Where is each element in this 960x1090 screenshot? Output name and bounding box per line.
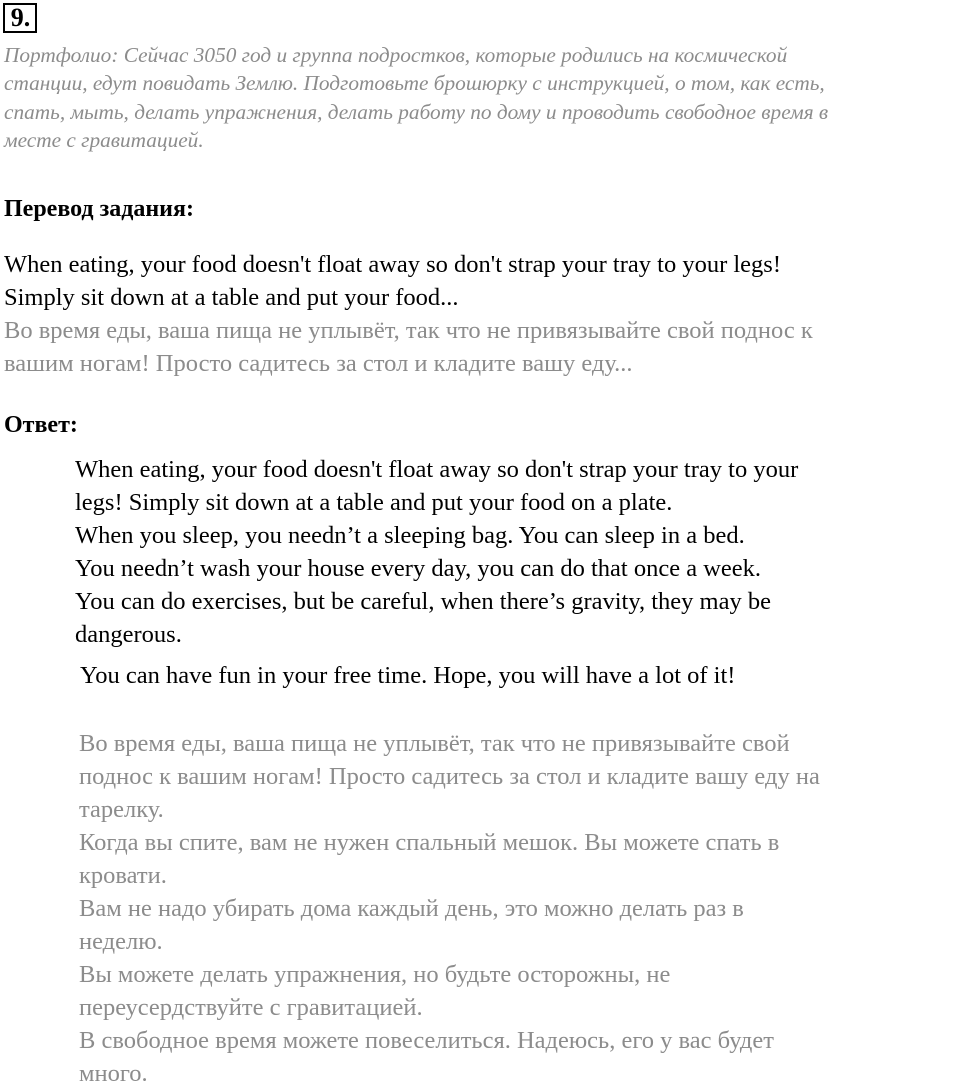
answer-english-line: When you sleep, you needn’t a sleeping bag. You can sleep in a bed. bbox=[75, 522, 745, 549]
translation-english-line: Simply sit down at a table and put your food... bbox=[4, 284, 459, 311]
answer-russian-line: Вы можете делать упражнения, но будьте осторожны, не bbox=[79, 961, 671, 988]
answer-russian-line: В свободное время можете повеселиться. Надеюсь, его у вас будет bbox=[79, 1027, 774, 1054]
answer-english-line: dangerous. bbox=[75, 621, 182, 648]
translation-english-line: When eating, your food doesn't float away so don't strap your tray to your legs! bbox=[4, 251, 781, 278]
answer-russian bbox=[79, 727, 820, 1090]
answer-english-line: When eating, your food doesn't float away so don't strap your tray to your bbox=[75, 456, 799, 483]
answer-russian-line: поднос к вашим ногам! Просто садитесь за стол и кладите вашу еду на bbox=[79, 763, 820, 790]
answer-russian-line: Вам не надо убирать дома каждый день, это можно делать раз в bbox=[79, 895, 744, 922]
answer-english-closing-line: You can have fun in your free time. Hope, you will have a lot of it! bbox=[80, 662, 736, 689]
task-statement-line: станции, едут повидать Землю. Подготовьте брошюрку с инструкцией, о том, как есть, bbox=[4, 71, 825, 96]
answer-russian-line: кровати. bbox=[79, 862, 167, 889]
answer-english-line: legs! Simply sit down at a table and put your food on a plate. bbox=[75, 489, 673, 516]
translation-russian-line: вашим ногам! Просто садитесь за стол и кладите вашу еду... bbox=[4, 350, 633, 377]
translation-russian bbox=[4, 314, 813, 380]
answer-russian-line: много. bbox=[79, 1060, 148, 1087]
task-statement-line: Портфолио: Сейчас 3050 год и группа подростков, которые родились на космической bbox=[4, 43, 788, 67]
translation-heading: Перевод задания: bbox=[4, 196, 194, 222]
task-statement-line: месте с гравитацией. bbox=[4, 128, 204, 153]
answer-english bbox=[75, 453, 798, 651]
answer-english-line: You needn’t wash your house every day, you can do that once a week. bbox=[75, 555, 762, 582]
answer-russian-line: Когда вы спите, вам не нужен спальный мешок. Вы можете спать в bbox=[79, 829, 780, 856]
answer-russian-line: Во время еды, ваша пища не уплывёт, так что не привязывайте свой bbox=[79, 730, 790, 757]
translation-english bbox=[4, 248, 781, 314]
answer-russian-line: тарелку. bbox=[79, 796, 164, 823]
task-statement bbox=[4, 41, 954, 155]
answer-heading: Ответ: bbox=[4, 412, 78, 438]
task-statement-line: спать, мыть, делать упражнения, делать работу по дому и проводить свободное время в bbox=[4, 99, 829, 124]
answer-russian-line: неделю. bbox=[79, 928, 163, 955]
answer-english-closing bbox=[80, 659, 735, 692]
answer-russian-line: переусердствуйте с гравитацией. bbox=[79, 994, 423, 1021]
translation-russian-line: Во время еды, ваша пища не уплывёт, так что не привязывайте свой поднос к bbox=[4, 317, 813, 344]
answer-english-line: You can do exercises, but be careful, when there’s gravity, they may be bbox=[75, 588, 771, 615]
task-number: 9. bbox=[3, 3, 37, 33]
